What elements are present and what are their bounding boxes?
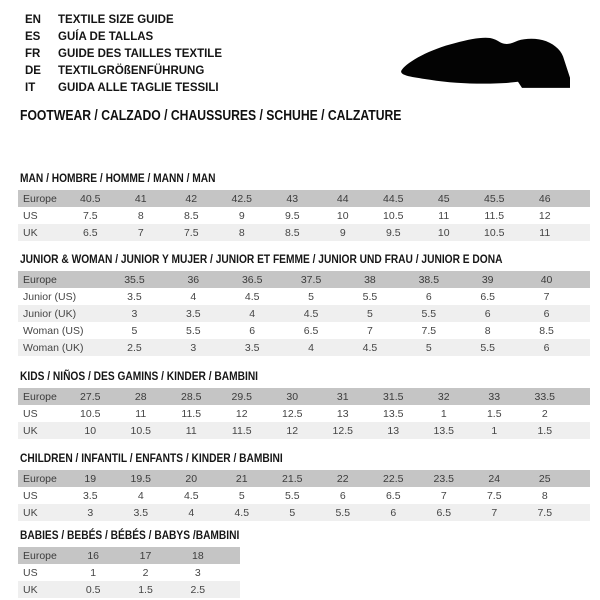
size-cell: 7	[367, 324, 373, 337]
size-cell: 9	[339, 226, 346, 239]
row-label: Junior (UK)	[23, 307, 77, 320]
size-cell: 10.5	[80, 407, 101, 420]
row-label: UK	[23, 226, 38, 239]
table-row	[18, 405, 590, 422]
row-label: Europe	[23, 390, 57, 403]
size-cell: 3	[194, 566, 201, 579]
size-cell: 23.5	[433, 472, 454, 485]
row-label: US	[23, 209, 38, 222]
size-cell: 4	[249, 307, 256, 320]
size-cell: 7.5	[421, 324, 437, 337]
shoe-icon	[400, 37, 572, 93]
size-cell: 21.5	[282, 472, 303, 485]
size-cell: 33	[488, 390, 501, 403]
spacer-cell	[576, 305, 590, 322]
size-cell: 5.5	[421, 307, 437, 320]
size-cell: 7	[491, 506, 498, 519]
language-code: DE	[25, 65, 41, 77]
size-cell: 9	[238, 209, 245, 222]
table-row	[18, 207, 590, 224]
size-cell: 3.5	[186, 307, 201, 320]
row-label: Europe	[23, 192, 57, 205]
category-header: FOOTWEAR / CALZADO / CHAUSSURES / SCHUHE / CALZATURE	[20, 108, 402, 124]
table-row	[18, 339, 590, 356]
table-title: CHILDREN / INFANTIL / ENFANTS / KINDER / BAMBINI	[20, 451, 283, 465]
size-cell: 7.5	[486, 489, 502, 502]
row-label: Europe	[23, 472, 57, 485]
language-title: GUIDA ALLE TAGLIE TESSILI	[58, 82, 219, 94]
size-cell: 6.5	[303, 324, 319, 337]
size-cell: 4.5	[234, 506, 250, 519]
size-cell: 33.5	[534, 390, 555, 403]
size-cell: 5	[131, 324, 138, 337]
size-cell: 11	[539, 226, 551, 239]
size-cell: 5.5	[186, 324, 201, 337]
size-cell: 6	[543, 307, 550, 320]
size-cell: 7.5	[537, 506, 553, 519]
size-cell: 36	[187, 273, 200, 286]
spacer-cell	[224, 547, 240, 564]
size-cell: 5.5	[335, 506, 351, 519]
size-cell: 3	[190, 341, 197, 354]
size-cell: 6	[484, 307, 491, 320]
size-cell: 8	[484, 324, 491, 337]
size-cell: 6.5	[82, 226, 98, 239]
size-cell: 5	[289, 506, 296, 519]
size-cell: 6.5	[436, 506, 452, 519]
size-cell: 7.5	[82, 209, 98, 222]
size-table	[18, 190, 590, 241]
size-cell: 8.5	[183, 209, 199, 222]
size-cell: 27.5	[80, 390, 101, 403]
size-cell: 37.5	[300, 273, 322, 286]
size-cell: 13	[336, 407, 349, 420]
row-label: US	[23, 566, 38, 579]
size-cell: 12.5	[282, 407, 303, 420]
spacer-cell	[570, 487, 590, 504]
size-cell: 1.5	[486, 407, 502, 420]
language-code: IT	[25, 82, 36, 94]
size-cell: 5.5	[362, 290, 378, 303]
size-cell: 8	[137, 209, 144, 222]
size-cell: 2.5	[190, 583, 206, 596]
size-cell: 10	[437, 226, 450, 239]
size-cell: 11	[135, 407, 147, 420]
size-cell: 38.5	[418, 273, 440, 286]
spacer-cell	[570, 190, 590, 207]
spacer-cell	[570, 224, 590, 241]
table-row	[18, 288, 590, 305]
language-row-de	[25, 63, 222, 80]
size-table-section	[18, 526, 590, 598]
table-row	[18, 190, 590, 207]
row-label: Europe	[23, 549, 57, 562]
language-code: EN	[25, 14, 41, 26]
language-legend	[25, 12, 222, 97]
size-cell: 16	[87, 549, 99, 562]
size-cell: 13	[387, 424, 400, 437]
language-title: TEXTILE SIZE GUIDE	[58, 14, 174, 26]
size-cell: 32	[437, 390, 450, 403]
table-row	[18, 487, 590, 504]
size-cell: 44.5	[383, 192, 404, 205]
row-label: US	[23, 489, 38, 502]
size-cell: 8	[541, 489, 548, 502]
size-cell: 4.5	[183, 489, 199, 502]
size-cell: 19.5	[130, 472, 151, 485]
size-cell: 11.5	[181, 407, 202, 420]
spacer-cell	[576, 322, 590, 339]
size-cell: 3	[87, 506, 94, 519]
size-cell: 5.5	[480, 341, 495, 354]
size-cell: 36.5	[241, 273, 263, 286]
table-row	[18, 564, 240, 581]
language-code: FR	[25, 48, 41, 60]
size-cell: 12	[286, 424, 299, 437]
row-label: Junior (US)	[23, 290, 77, 303]
size-cell: 1	[440, 407, 447, 420]
size-cell: 7.5	[183, 226, 199, 239]
size-cell: 8.5	[284, 226, 300, 239]
spacer-cell	[570, 422, 590, 439]
size-cell: 12	[538, 209, 551, 222]
row-label: Europe	[23, 273, 57, 286]
size-cell: 25	[538, 472, 551, 485]
size-cell: 3.5	[127, 290, 142, 303]
size-cell: 4	[190, 290, 197, 303]
size-cell: 10	[84, 424, 97, 437]
size-table-section	[18, 169, 590, 241]
language-row-en	[25, 12, 222, 29]
size-cell: 28	[134, 390, 147, 403]
size-table-section	[18, 367, 590, 439]
size-cell: 3.5	[244, 341, 260, 354]
size-table-section	[18, 250, 590, 356]
size-cell: 10.5	[484, 226, 505, 239]
table-row	[18, 547, 240, 564]
size-cell: 6	[390, 506, 397, 519]
size-cell: 10.5	[383, 209, 404, 222]
table-row	[18, 388, 590, 405]
size-table	[18, 547, 240, 598]
size-cell: 11	[185, 424, 197, 437]
size-cell: 43	[286, 192, 299, 205]
size-cell: 5	[308, 290, 314, 303]
table-row	[18, 322, 590, 339]
size-cell: 3	[131, 307, 138, 320]
size-cell: 9.5	[284, 209, 300, 222]
size-cell: 4.5	[362, 341, 378, 354]
size-table-section	[18, 449, 590, 521]
language-row-it	[25, 80, 222, 97]
table-row	[18, 224, 590, 241]
size-cell: 2	[142, 566, 149, 579]
size-cell: 6	[425, 290, 432, 303]
size-cell: 11.5	[231, 424, 252, 437]
size-cell: 39	[481, 273, 494, 286]
size-cell: 18	[191, 549, 204, 562]
spacer-cell	[224, 564, 240, 581]
size-cell: 45	[437, 192, 450, 205]
size-cell: 12.5	[332, 424, 353, 437]
size-cell: 35.5	[124, 273, 145, 286]
size-cell: 5	[367, 307, 373, 320]
language-code: ES	[25, 31, 41, 43]
size-cell: 41	[134, 192, 147, 205]
spacer-cell	[576, 339, 590, 356]
size-cell: 1.5	[138, 583, 153, 596]
size-cell: 45.5	[484, 192, 505, 205]
size-table	[18, 388, 590, 439]
table-row	[18, 271, 590, 288]
spacer-cell	[570, 470, 590, 487]
size-cell: 0.5	[85, 583, 101, 596]
size-cell: 19	[84, 472, 97, 485]
row-label: UK	[23, 583, 38, 596]
size-cell: 40.5	[80, 192, 101, 205]
size-cell: 7	[137, 226, 144, 239]
size-cell: 20	[185, 472, 198, 485]
size-cell: 42.5	[231, 192, 252, 205]
spacer-cell	[570, 207, 590, 224]
table-row	[18, 504, 590, 521]
size-cell: 8.5	[539, 324, 554, 337]
size-cell: 13.5	[383, 407, 404, 420]
size-cell: 4.5	[244, 290, 260, 303]
size-cell: 13.5	[433, 424, 454, 437]
language-row-fr	[25, 46, 222, 63]
size-cell: 2.5	[127, 341, 142, 354]
size-cell: 22.5	[383, 472, 404, 485]
size-cell: 11	[438, 209, 450, 222]
size-cell: 6.5	[385, 489, 401, 502]
size-cell: 29.5	[231, 390, 252, 403]
size-cell: 31.5	[383, 390, 404, 403]
size-cell: 6	[543, 341, 550, 354]
size-cell: 21	[235, 472, 248, 485]
row-label: US	[23, 407, 38, 420]
table-title: MAN / HOMBRE / HOMME / MANN / MAN	[20, 171, 216, 185]
size-cell: 46	[538, 192, 551, 205]
size-cell: 3.5	[82, 489, 98, 502]
table-row	[18, 470, 590, 487]
table-row	[18, 422, 590, 439]
spacer-cell	[570, 388, 590, 405]
size-cell: 4.5	[303, 307, 319, 320]
size-cell: 7	[440, 489, 447, 502]
size-cell: 30	[286, 390, 299, 403]
language-title: GUIDE DES TAILLES TEXTILE	[58, 48, 222, 60]
size-cell: 1.5	[537, 424, 553, 437]
size-cell: 24	[488, 472, 501, 485]
row-label: UK	[23, 506, 38, 519]
size-cell: 5	[425, 341, 432, 354]
size-cell: 2	[541, 407, 548, 420]
size-cell: 3.5	[133, 506, 149, 519]
size-cell: 12	[235, 407, 248, 420]
table-title: BABIES / BEBÉS / BÉBÉS / BABYS /BAMBINI	[20, 528, 240, 542]
size-cell: 6	[339, 489, 346, 502]
language-title: TEXTILGRÖßENFÜHRUNG	[58, 65, 205, 77]
size-cell: 10.5	[130, 424, 151, 437]
size-cell: 1	[90, 566, 97, 579]
size-cell: 8	[238, 226, 245, 239]
size-cell: 1	[491, 424, 498, 437]
size-cell: 5	[238, 489, 245, 502]
table-title: KIDS / NIÑOS / DES GAMINS / KINDER / BAMBINI	[20, 369, 259, 383]
language-row-es	[25, 29, 222, 46]
spacer-cell	[576, 271, 590, 288]
size-cell: 5.5	[284, 489, 300, 502]
size-cell: 11.5	[484, 209, 505, 222]
row-label: Woman (UK)	[23, 341, 84, 354]
language-title: GUÍA DE TALLAS	[58, 31, 154, 43]
table-row	[18, 581, 240, 598]
size-cell: 31	[336, 390, 349, 403]
size-cell: 6.5	[480, 290, 495, 303]
spacer-cell	[576, 288, 590, 305]
size-cell: 7	[543, 290, 550, 303]
size-cell: 6	[249, 324, 256, 337]
size-cell: 9.5	[385, 226, 401, 239]
spacer-cell	[224, 581, 240, 598]
size-table	[18, 271, 590, 356]
size-cell: 40	[540, 273, 553, 286]
spacer-cell	[570, 405, 590, 422]
size-cell: 4	[308, 341, 314, 354]
size-table	[18, 470, 590, 521]
size-cell: 38	[364, 273, 376, 286]
table-row	[18, 305, 590, 322]
spacer-cell	[570, 504, 590, 521]
size-cell: 28.5	[181, 390, 202, 403]
size-cell: 22	[336, 472, 349, 485]
size-cell: 42	[185, 192, 198, 205]
table-title: JUNIOR & WOMAN / JUNIOR Y MUJER / JUNIOR ET FEMME / JUNIOR UND FRAU / JUNIOR E DONA	[20, 252, 503, 266]
row-label: Woman (US)	[23, 324, 84, 337]
row-label: UK	[23, 424, 38, 437]
size-cell: 17	[139, 549, 152, 562]
size-cell: 44	[336, 192, 349, 205]
size-cell: 10	[336, 209, 349, 222]
size-cell: 4	[188, 506, 195, 519]
size-cell: 4	[137, 489, 144, 502]
